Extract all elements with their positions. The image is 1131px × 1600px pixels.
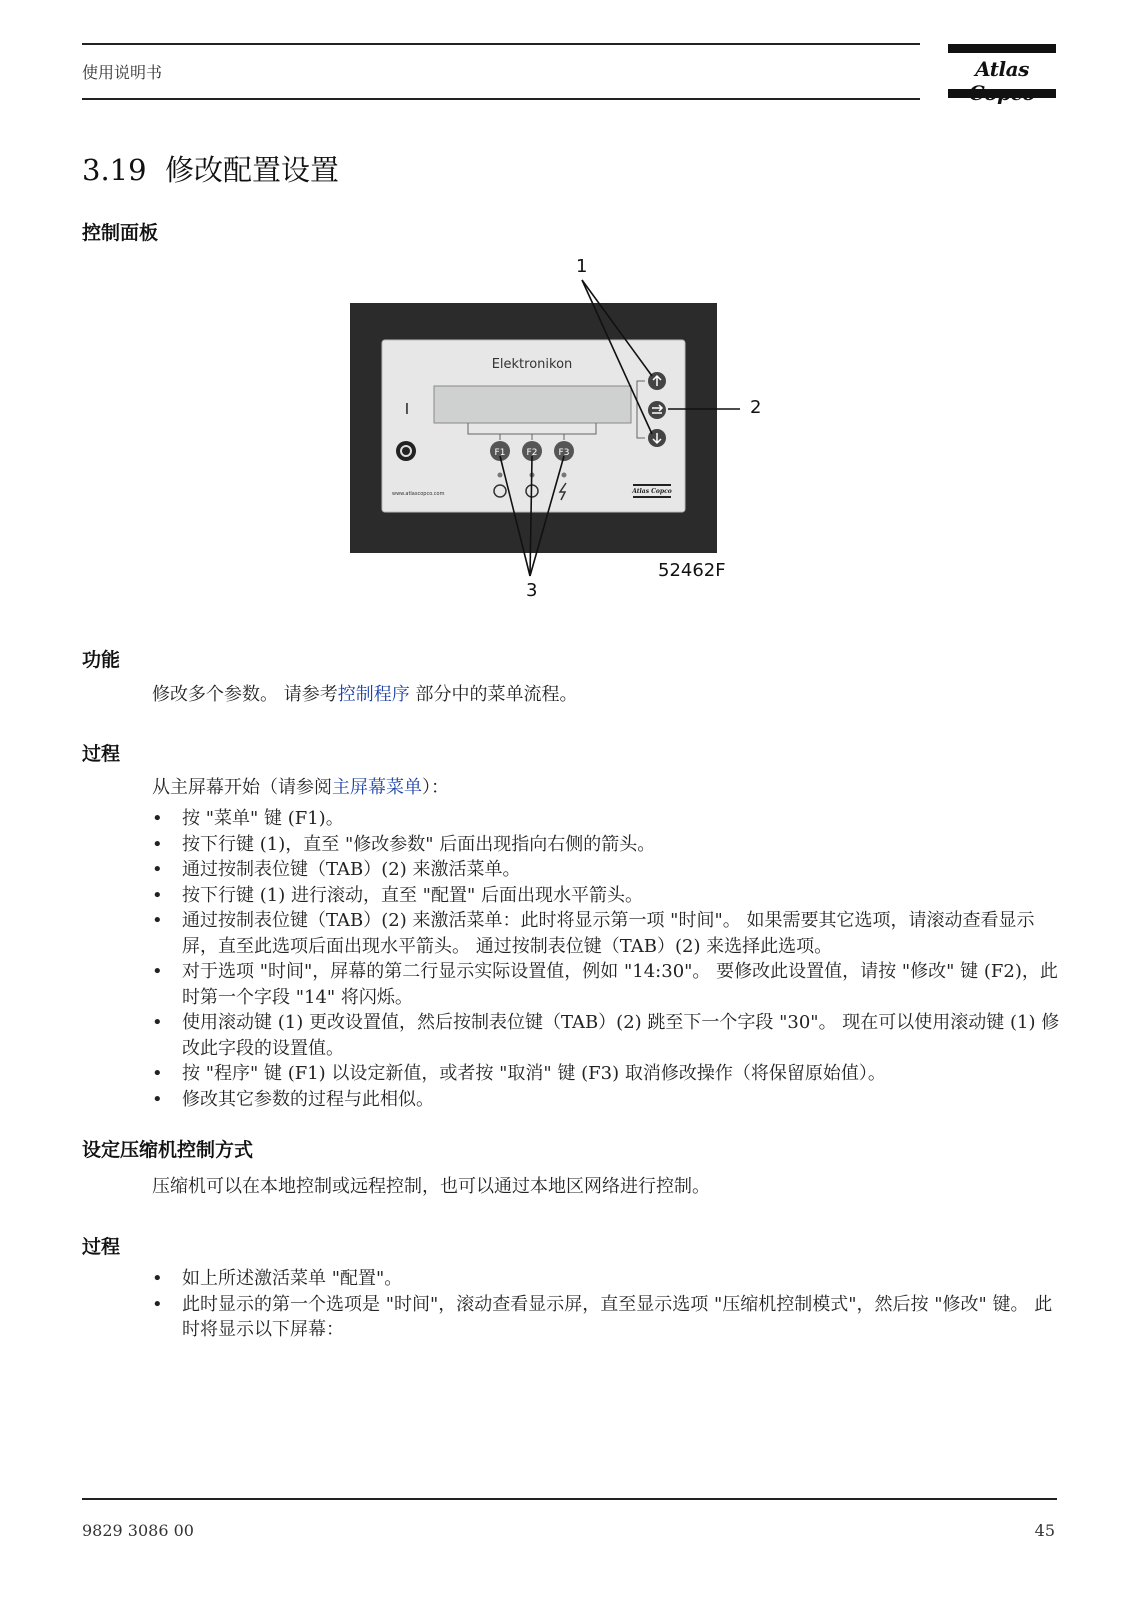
compressor-control-heading: 设定压缩机控制方式: [82, 1139, 254, 1161]
header-rule-top: [82, 43, 920, 45]
procedure-intro: [152, 773, 449, 799]
section-heading: 修改配置设置: [165, 153, 340, 187]
list-item: [152, 908, 1062, 959]
control-panel-heading: 控制面板: [82, 222, 159, 244]
bullet-dot: •: [152, 1268, 163, 1289]
function-text-end: 部分中的菜单流程。: [409, 684, 578, 705]
header-rule-bottom: [82, 98, 920, 100]
atlas-copco-logo: [948, 44, 1056, 98]
small-logo-bar-top: [633, 484, 671, 486]
small-logo-text: Atlas Copco: [632, 488, 672, 495]
main-screen-menu-link[interactable]: 主屏幕菜单: [332, 777, 422, 798]
list-item-text: 按 "菜单" 键 (F1)。: [182, 808, 344, 829]
logo-bar-top: [948, 44, 1056, 53]
f3-key-label: F3: [558, 448, 570, 458]
stop-button: [396, 441, 416, 461]
list-item-text: 对于选项 "时间"，屏幕的第二行显示实际设置值，例如 "14:30"。 要修改此设置值，请按 "修改" 键 (F2)，此时第一个字段 "14" 将闪烁。: [182, 961, 1058, 1008]
list-item: [152, 1087, 1062, 1113]
callout-1: 1: [576, 256, 588, 277]
list-item: [152, 832, 1062, 858]
bullet-dot: •: [152, 808, 163, 829]
bullet-dot: •: [152, 859, 163, 880]
callout-2: 2: [750, 397, 762, 418]
list-item: [152, 806, 1062, 832]
list-item-text: 此时显示的第一个选项是 "时间"，滚动查看显示屏，直至显示选项 "压缩机控制模式"，然后按 "修改" 键。 此时将显示以下屏幕：: [182, 1293, 1053, 1340]
bullet-dot: •: [152, 833, 163, 855]
footer-rule: [82, 1498, 1057, 1500]
bullet-dot: •: [152, 910, 163, 931]
list-item: [152, 959, 1062, 1010]
list-item-text: 按下行键 (1) 进行滚动，直至 "配置" 后面出现水平箭头。: [182, 884, 643, 906]
bullet-dot: •: [152, 884, 163, 906]
section-title: [82, 148, 339, 189]
list-item: [152, 1292, 1062, 1343]
bullet-dot: •: [152, 1063, 163, 1084]
control-program-link[interactable]: 控制程序: [337, 684, 410, 705]
function-heading: 功能: [82, 649, 121, 671]
list-item-text: 通过按制表位键（TAB）(2) 来激活菜单：此时将显示第一项 "时间"。 如果需要其它选项，请滚动查看显示屏，直至此选项后面出现水平箭头。 通过按制表位键（TAB）(2) 来选择此选项。: [182, 910, 1035, 957]
procedure-steps-2: [152, 1266, 1062, 1343]
function-text-start: 修改多个参数。 请参考: [152, 684, 338, 705]
page-number: 45: [1034, 1521, 1055, 1540]
section-number: 3.19: [82, 153, 147, 187]
control-panel-figure: [340, 258, 760, 618]
small-logo-bar-bottom: [633, 496, 671, 498]
list-item: [152, 1266, 1062, 1292]
panel-brand-label: Elektronikon: [491, 357, 573, 372]
list-item-text: 修改其它参数的过程与此相似。: [182, 1088, 434, 1110]
bullet-dot: •: [152, 961, 163, 982]
procedure-heading-1: 过程: [82, 743, 121, 765]
compressor-control-text: 压缩机可以在本地控制或远程控制，也可以通过本地区网络进行控制。: [152, 1176, 710, 1197]
f1-key-label: F1: [494, 448, 506, 458]
bullet-dot: •: [152, 1293, 163, 1315]
led-3: [562, 473, 567, 478]
bullet-dot: •: [152, 1012, 163, 1033]
document-number: 9829 3086 00: [82, 1521, 194, 1540]
lcd-display: [434, 386, 631, 423]
function-text: [152, 680, 577, 706]
list-item-text: 按下行键 (1)，直至 "修改参数" 后面出现指向右侧的箭头。: [182, 833, 656, 855]
procedure-intro-end: ）：: [422, 777, 449, 798]
list-item: [152, 857, 1062, 883]
procedure-intro-start: 从主屏幕开始（请参阅: [152, 777, 332, 798]
tab-key: [648, 401, 666, 419]
list-item-text: 使用滚动键 (1) 更改设置值，然后按制表位键（TAB）(2) 跳至下一个字段 "30"。 现在可以使用滚动键 (1) 修改此字段的设置值。: [182, 1012, 1060, 1059]
procedure-heading-2: 过程: [82, 1236, 121, 1258]
list-item: [152, 1061, 1062, 1087]
led-1: [498, 473, 503, 478]
manual-title: 使用说明书: [82, 63, 163, 82]
website-label: www.atlascopco.com: [392, 491, 445, 497]
list-item-text: 如上所述激活菜单 "配置"。: [182, 1268, 403, 1289]
logo-bar-bottom: [948, 89, 1056, 98]
list-item: [152, 1010, 1062, 1061]
start-button: I: [404, 400, 410, 418]
procedure-steps-1: [152, 806, 1062, 1112]
list-item-text: 按 "程序" 键 (F1) 以设定新值，或者按 "取消" 键 (F3) 取消修改操作（将保留原始值）。: [182, 1063, 886, 1084]
figure-id: 52462F: [658, 560, 726, 581]
logo-text: Atlas: [975, 57, 1029, 81]
f2-key-label: F2: [526, 448, 538, 458]
list-item: [152, 883, 1062, 909]
list-item-text: 通过按制表位键（TAB）(2) 来激活菜单。: [182, 859, 521, 880]
bullet-dot: •: [152, 1088, 163, 1110]
callout-3: 3: [526, 580, 538, 601]
